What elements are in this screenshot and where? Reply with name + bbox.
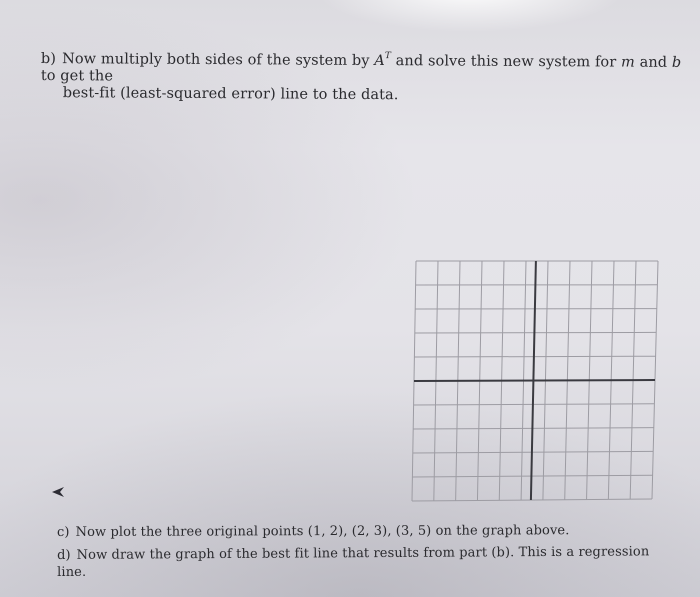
part-b-math-m: m <box>620 54 635 71</box>
grid-horizontal-line <box>414 356 655 357</box>
graph-grid-svg <box>408 257 660 505</box>
problem-part-b <box>41 51 691 106</box>
part-b-line-2: best-fit (least-squared error) line to the data. <box>62 85 399 104</box>
part-b-text-2: and solve this new system for <box>390 53 622 71</box>
problem-part-c <box>57 522 677 541</box>
part-b-math-A: A <box>374 53 385 70</box>
part-b-text-1: Now multiply both sides of the system by <box>62 51 375 70</box>
grid-horizontal-line <box>413 451 653 453</box>
part-d-text: Now draw the graph of the best fit line that results from part (b). This is a regression line. <box>57 544 650 580</box>
grid-horizontal-line <box>415 332 656 333</box>
part-b-text-3: and <box>634 54 672 71</box>
cursor-arrow-icon <box>51 483 65 495</box>
part-b-label: b) <box>40 51 57 68</box>
blank-graph-grid[interactable] <box>408 257 660 505</box>
part-d-label: d) <box>57 547 71 563</box>
part-b-text-4: to get the <box>40 67 114 85</box>
part-b-math-b: b <box>671 54 682 71</box>
problem-part-d <box>57 543 677 581</box>
grid-horizontal-line <box>412 475 652 477</box>
part-c-label: c) <box>57 524 70 540</box>
grid-horizontal-line <box>413 428 654 429</box>
grid-horizontal-line <box>412 499 652 501</box>
part-b-math-transpose: T <box>384 51 392 62</box>
grid-horizontal-line <box>414 404 655 405</box>
x-axis-line <box>414 380 655 381</box>
part-c-text: Now plot the three original points (1, 2), (2, 3), (3, 5) on the graph above. <box>75 523 570 540</box>
